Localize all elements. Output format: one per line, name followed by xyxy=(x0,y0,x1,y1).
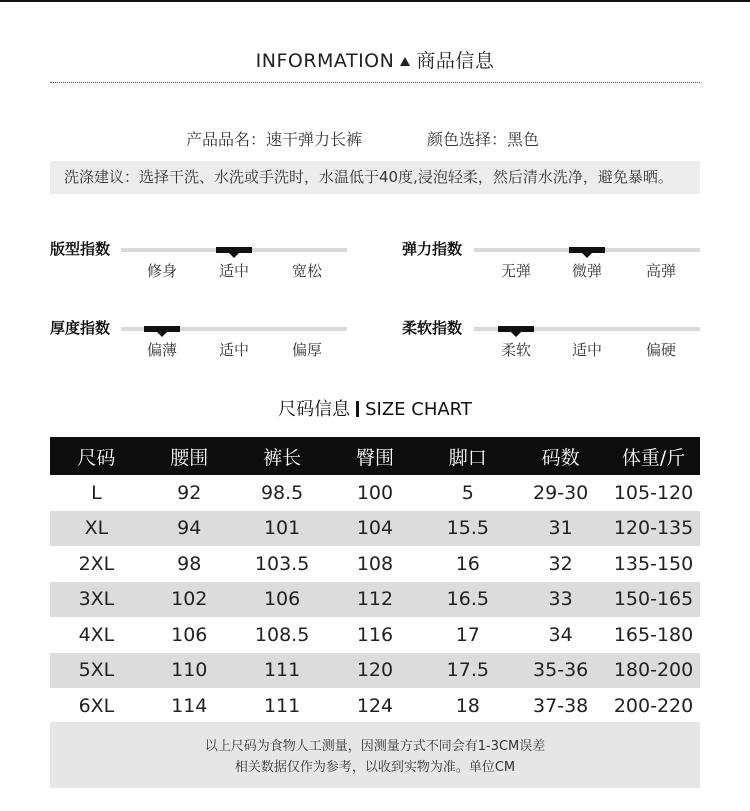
table-cell: 5XL xyxy=(50,653,143,689)
index-label: 厚度指数 xyxy=(50,319,111,337)
table-cell: 6XL xyxy=(78,694,115,717)
index-label: 弹力指数 xyxy=(402,240,463,258)
size-chart-title-en: SIZE CHART xyxy=(365,399,472,420)
table-row xyxy=(50,511,700,547)
table-cell: 108 xyxy=(356,552,394,575)
table-cell: 114 xyxy=(171,694,208,717)
table-cell: 32 xyxy=(548,552,573,575)
size-chart-header-cell: 尺码 xyxy=(50,437,143,475)
table-cell: 18 xyxy=(455,694,480,717)
product-color-value: 黑色 xyxy=(507,130,540,149)
index-marker xyxy=(216,247,252,253)
index-option: 偏硬 xyxy=(645,341,676,359)
table-cell: 17 xyxy=(455,623,480,646)
table-cell: 150-165 xyxy=(607,582,700,618)
index-option: 偏薄 xyxy=(146,341,177,359)
index-option: 修身 xyxy=(146,262,177,280)
title-en: INFORMATION xyxy=(255,50,395,72)
table-cell: 101 xyxy=(236,511,329,547)
product-name-value: 速干弹力长裤 xyxy=(266,130,363,149)
index-option: 宽松 xyxy=(291,262,322,280)
table-cell: 15.5 xyxy=(421,511,514,547)
size-chart-title-cn: 尺码信息 xyxy=(278,399,351,420)
table-cell: 29-30 xyxy=(533,481,589,504)
index-option: 高弹 xyxy=(645,262,676,280)
table-cell: 100 xyxy=(356,481,394,504)
measurement-note xyxy=(50,722,700,788)
table-cell: 37-38 xyxy=(533,694,589,717)
table-cell: 120 xyxy=(329,653,422,689)
table-cell: 35-36 xyxy=(514,653,607,689)
table-cell: 16.5 xyxy=(421,582,514,618)
table-row xyxy=(50,475,700,511)
table-cell: 124 xyxy=(356,694,394,717)
table-cell: 94 xyxy=(143,511,236,547)
table-cell: 2XL xyxy=(78,552,115,575)
table-cell: 104 xyxy=(329,511,422,547)
dotted-divider xyxy=(50,82,700,83)
size-chart-header-row xyxy=(50,437,700,475)
product-name-label: 产品品名： xyxy=(186,130,267,149)
table-cell: 103.5 xyxy=(254,552,310,575)
table-cell: 120-135 xyxy=(607,511,700,547)
table-cell: L xyxy=(91,481,102,504)
table-cell: 98.5 xyxy=(260,481,304,504)
index-option: 适中 xyxy=(218,341,249,359)
table-cell: 165-180 xyxy=(613,623,694,646)
table-cell: 111 xyxy=(263,694,301,717)
size-chart-body xyxy=(50,475,700,724)
table-cell: 108.5 xyxy=(254,623,310,646)
index-label: 版型指数 xyxy=(50,240,111,258)
table-row xyxy=(50,546,700,582)
size-chart-header-cell: 裤长 xyxy=(236,437,329,475)
section-title xyxy=(0,46,750,73)
index-label: 柔软指数 xyxy=(402,319,463,337)
index-marker xyxy=(569,247,605,253)
table-cell: 5 xyxy=(461,481,474,504)
table-cell: 17.5 xyxy=(421,653,514,689)
title-separator xyxy=(356,401,359,417)
note-line-1: 以上尺码为食物人工测量，因测量方式不同会有1-3CM误差 xyxy=(204,739,546,754)
table-cell: 98 xyxy=(177,552,202,575)
table-cell: 16 xyxy=(455,552,480,575)
size-chart-header-cell: 码数 xyxy=(514,437,607,475)
index-option: 无弹 xyxy=(500,262,531,280)
size-chart-header-cell: 脚口 xyxy=(421,437,514,475)
index-marker xyxy=(498,326,534,332)
table-cell: 111 xyxy=(236,653,329,689)
product-color-label: 颜色选择： xyxy=(427,130,508,149)
index-option: 偏厚 xyxy=(291,341,322,359)
size-chart-title xyxy=(0,395,750,421)
table-cell: 3XL xyxy=(50,582,143,618)
product-name xyxy=(186,127,362,150)
title-cn: 商品信息 xyxy=(416,50,495,72)
table-row xyxy=(50,688,700,724)
table-cell: 92 xyxy=(177,481,202,504)
top-divider xyxy=(0,0,750,2)
table-cell: 34 xyxy=(548,623,573,646)
table-cell: 116 xyxy=(356,623,394,646)
table-cell: 102 xyxy=(143,582,236,618)
table-cell: 200-220 xyxy=(613,694,694,717)
table-cell: 180-200 xyxy=(607,653,700,689)
product-color xyxy=(427,127,539,150)
table-cell: 112 xyxy=(329,582,422,618)
table-cell: 105-120 xyxy=(613,481,694,504)
size-chart-header-cell: 体重/斤 xyxy=(607,437,700,475)
index-option: 微弹 xyxy=(571,262,602,280)
table-cell: 4XL xyxy=(78,623,115,646)
size-chart-table xyxy=(50,437,700,724)
table-cell: 110 xyxy=(143,653,236,689)
index-option: 柔软 xyxy=(500,341,531,359)
size-chart-header-cell: 臀围 xyxy=(329,437,422,475)
table-cell: 135-150 xyxy=(613,552,694,575)
index-option: 适中 xyxy=(571,341,602,359)
size-chart-header-cell: 腰围 xyxy=(143,437,236,475)
table-cell: 33 xyxy=(514,582,607,618)
triangle-icon xyxy=(400,57,410,66)
wash-advice: 洗涤建议：选择干洗、水洗或手洗时，水温低于40度,浸泡轻柔，然后清水洗净，避免暴晒。 xyxy=(50,161,700,194)
table-cell: XL xyxy=(50,511,143,547)
table-row xyxy=(50,617,700,653)
index-marker xyxy=(144,326,180,332)
index-option: 适中 xyxy=(218,262,249,280)
table-cell: 31 xyxy=(514,511,607,547)
table-row xyxy=(50,653,700,689)
note-line-2: 相关数据仅作为参考，以收到实物为准。单位CM xyxy=(234,760,516,775)
table-cell: 106 xyxy=(171,623,208,646)
table-row xyxy=(50,582,700,618)
table-cell: 106 xyxy=(236,582,329,618)
